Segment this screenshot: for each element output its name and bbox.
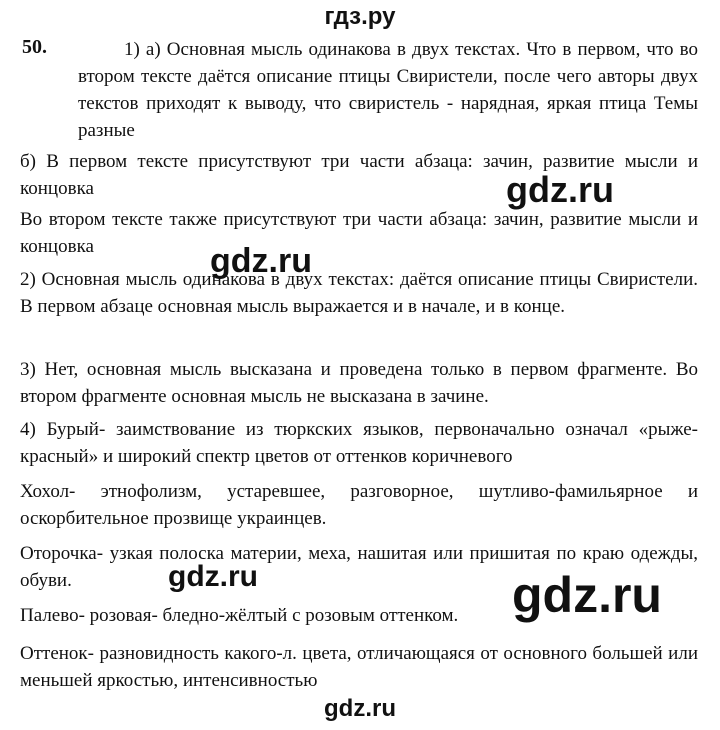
answer-paragraph-5: 3) Нет, основная мысль высказана и проведена только в первом фрагменте. Во втором фрагменте основная мысль не высказана в зачине. xyxy=(20,359,698,407)
answer-paragraph-1: 1) а) Основная мысль одинакова в двух текстах. Что в первом, что во втором тексте даётся описание птицы Свиристели, после чего авторы двух текстов приходят к выводу, что свиристель - нарядная, яркая птица Темы разные xyxy=(78,39,698,141)
answer-paragraph-2: б) В первом тексте присутствуют три части абзаца: зачин, развитие мысли и концовка xyxy=(20,151,698,199)
answer-paragraph-4: 2) Основная мысль одинакова в двух текстах: даётся описание птицы Свиристели. В первом абзаце основная мысль выражается и в начале, и в конце. xyxy=(20,269,698,317)
watermark-logo: gdz.ru xyxy=(512,567,662,623)
answer-paragraph-7: Хохол- этнофолизм, устаревшее, разговорное, шутливо-фамильярное и оскорбительное прозвище украинцев. xyxy=(20,481,698,529)
answer-paragraph-8: Оторочка- узкая полоска материи, меха, нашитая или пришитая по краю одежды, обуви. xyxy=(20,543,698,591)
watermark-logo: gdz.ru xyxy=(168,560,258,593)
task-number: 50. xyxy=(22,36,47,58)
answer-paragraph-6: 4) Бурый- заимствование из тюркских языков, первоначально означал «рыже-красный» и широкий спектр цветов от оттенков коричневого xyxy=(20,419,698,467)
watermark-logo: gdz.ru xyxy=(210,242,312,280)
site-header: гдз.ру xyxy=(324,3,396,30)
answer-paragraph-9: Палево- розовая- бледно-жёлтый с розовым оттенком. xyxy=(20,605,459,626)
watermark-logo: gdz.ru xyxy=(506,169,614,210)
site-footer: gdz.ru xyxy=(324,695,396,722)
answer-paragraph-10: Оттенок- разновидность какого-л. цвета, отличающаяся от основного большей или меньшей яркостью, интенсивностью xyxy=(20,643,698,691)
answer-paragraph-3: Во втором тексте также присутствуют три части абзаца: зачин, развитие мысли и концовка xyxy=(20,209,698,257)
